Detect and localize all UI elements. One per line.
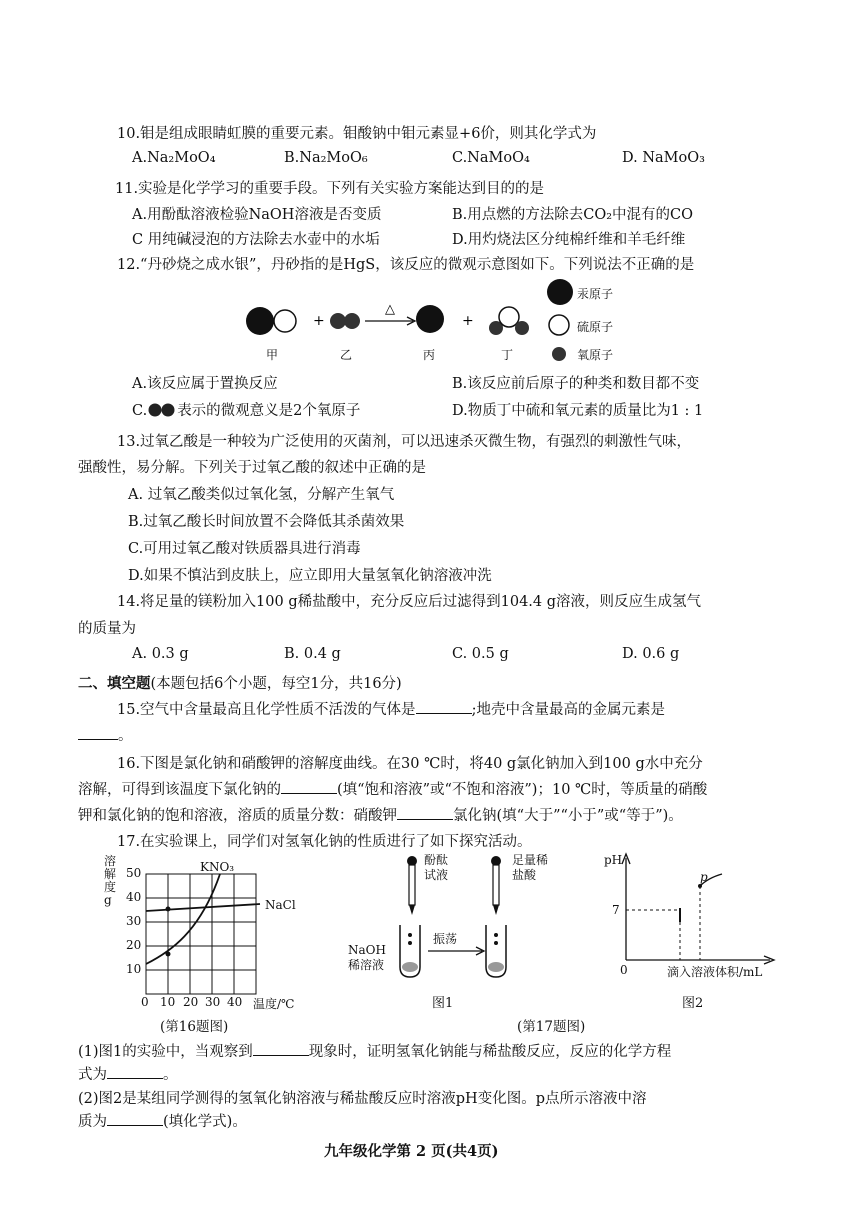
q13-stem-1: 13.过氧乙酸是一种较为广泛使用的灭菌剂，可以迅速杀灭微生物，有强烈的刺激性气味， (117, 434, 692, 450)
q14-option-d: D. 0.6 g (622, 646, 680, 662)
heat-symbol: △ (385, 302, 395, 317)
q16-line-2: 溶解，可得到该温度下氯化钠的 (填“饱和溶液”或“不饱和溶液”)；10 ℃时，等质量的硝酸 (78, 782, 708, 798)
fig17-caption: (第17题图) (517, 1019, 586, 1035)
q17-stem: 17.在实验课上，同学们对氢氧化钠的性质进行了如下探究活动。 (117, 834, 532, 850)
q14-option-b: B. 0.4 g (284, 646, 341, 662)
q10-option-c: C.NaMoO₄ (452, 150, 530, 166)
fig16-xtick-10: 10 (160, 995, 176, 1009)
oxygen-atom-icon (330, 313, 346, 329)
q16-blank-2[interactable] (397, 807, 453, 820)
q17-sub2-line-2: 质为 (填化学式)。 (78, 1114, 247, 1130)
legend-sulfur-label: 硫原子 (577, 320, 614, 334)
plus-sign-2: + (462, 313, 474, 329)
q14-stem-1: 14.将足量的镁粉加入100 g稀盐酸中，充分反应后过滤得到104.4 g溶液，则反应生成氢气 (117, 594, 702, 610)
fig16-ytick-40: 40 (126, 890, 142, 904)
fig17-reagent-1: 酚酞试液 (424, 853, 449, 882)
legend-oxygen-icon (552, 347, 566, 361)
oxygen-pair-icon (147, 403, 177, 417)
q12-option-a: A.该反应属于置换反应 (132, 376, 278, 392)
mercury-atom-icon (416, 305, 444, 333)
q17-sub1-line-1: (1)图1的实验中，当观察到 现象时，证明氢氧化钠能与稀盐酸反应，反应的化学方程 (78, 1044, 672, 1060)
fig16-xtick-0: 0 (141, 995, 149, 1009)
fig17-ph-chart (600, 850, 780, 970)
q15-line-1: 15.空气中含量最高且化学性质不活泼的气体是 ;地壳中含量最高的金属元素是 (117, 702, 665, 718)
q12-option-d: D.物质丁中硫和氧元素的质量比为1 : 1 (452, 403, 704, 419)
label-ding: 丁 (501, 348, 514, 362)
fig16-xtick-30: 30 (205, 995, 221, 1009)
q13-stem-2: 强酸性，易分解。下列关于过氧乙酸的叙述中正确的是 (78, 460, 426, 476)
q10-stem: 10.钼是组成眼睛虹膜的重要元素。钼酸钠中钼元素显+6价，则其化学式为 (117, 126, 597, 142)
kno3-curve (146, 874, 220, 964)
legend-oxygen-label: 氧原子 (577, 348, 614, 362)
q14-option-a: A. 0.3 g (132, 646, 189, 662)
fig17-tube-label: NaOH稀溶液 (348, 943, 386, 972)
oxygen-atom-icon (344, 313, 360, 329)
fig16-xtick-40: 40 (227, 995, 243, 1009)
q12-option-c: C. 表示的微观意义是2个氧原子 (132, 403, 361, 419)
q17-sub1-line-2: 式为 。 (78, 1067, 178, 1083)
q11-option-a: A.用酚酞溶液检验NaOH溶液是否变质 (132, 207, 382, 223)
fig17-test-tube-diagram (390, 855, 530, 985)
q12-stem: 12.“丹砂烧之成水银”，丹砂指的是HgS，该反应的微观示意图如下。下列说法不正确的是 (117, 257, 695, 273)
fig17-ph-7-label: 7 (612, 903, 620, 917)
q10-option-a: A.Na₂MoO₄ (132, 150, 216, 166)
q16-line-1: 16.下图是氯化钠和硝酸钾的溶解度曲线。在30 ℃时，将40 g氯化钠加入到100 g水中充分 (117, 756, 703, 772)
q17-sub2-line-1: (2)图2是某组同学测得的氢氧化钠溶液与稀盐酸反应时溶液pH变化图。p点所示溶液中溶 (78, 1091, 647, 1107)
page-footer: 九年级化学第 2 页(共4页) (324, 1143, 499, 1160)
q11-stem: 11.实验是化学学习的重要手段。下列有关实验方案能达到目的的是 (115, 181, 545, 197)
label-jia: 甲 (266, 348, 279, 362)
fig17-x-axis-label: 滴入溶液体积/mL (667, 965, 763, 979)
sulfur-atom-icon (499, 307, 519, 327)
q12-option-b: B.该反应前后原子的种类和数目都不变 (452, 376, 700, 392)
fig16-ytick-10: 10 (126, 962, 142, 976)
q14-stem-2: 的质量为 (78, 621, 136, 637)
q10-option-d: D. NaMoO₃ (622, 150, 705, 166)
q13-option-a: A. 过氧乙酸类似过氧化氢，分解产生氧气 (128, 487, 395, 503)
fig17-reagent-2: 足量稀盐酸 (512, 853, 549, 882)
q11-option-b: B.用点燃的方法除去CO₂中混有的CO (452, 207, 694, 223)
section-2-heading: 二、填空题(本题包括6个小题，每空1分，共16分) (78, 675, 402, 692)
q11-option-c: C 用纯碱浸泡的方法除去水壶中的水垢 (132, 232, 380, 248)
q13-option-c: C.可用过氧乙酸对铁质器具进行消毒 (128, 541, 361, 557)
mercury-atom-icon (246, 307, 274, 335)
fig16-ytick-20: 20 (126, 938, 142, 952)
fig16-xlabel: 温度/℃ (253, 997, 295, 1011)
legend-mercury-icon (547, 279, 573, 305)
legend-mercury-label: 汞原子 (577, 287, 614, 301)
sulfur-atom-icon (274, 310, 296, 332)
q17-blank-3[interactable] (107, 1113, 163, 1126)
plus-sign-1: + (313, 313, 325, 329)
q15-blank-2[interactable] (78, 727, 118, 740)
fig16-kno3-label: KNO₃ (200, 860, 235, 874)
q13-option-b: B.过氧乙酸长时间放置不会降低其杀菌效果 (128, 514, 405, 530)
fig17-origin-label: 0 (620, 963, 628, 977)
fig16-caption: (第16题图) (160, 1019, 229, 1035)
fig17-action-label: 振荡 (433, 932, 458, 946)
fig16-ytick-50: 50 (126, 866, 142, 880)
fig17-fig1-label: 图1 (432, 996, 454, 1011)
fig16-nacl-label: NaCl (265, 898, 296, 912)
q15-line-2: 。 (78, 724, 133, 745)
oxygen-atom-icon (515, 321, 529, 335)
label-bing: 丙 (423, 348, 436, 362)
q14-option-c: C. 0.5 g (452, 646, 509, 662)
q11-option-d: D.用灼烧法区分纯棉纤维和羊毛纤维 (452, 232, 686, 248)
fig16-ylabel: 溶解度g (104, 854, 117, 907)
q10-option-b: B.Na₂MoO₆ (284, 150, 368, 166)
q17-blank-1[interactable] (253, 1043, 309, 1056)
label-yi: 乙 (340, 348, 353, 362)
q15-blank-1[interactable] (416, 701, 472, 714)
legend-sulfur-icon (549, 315, 569, 335)
q16-blank-1[interactable] (281, 781, 337, 794)
fig17-p-label: p (700, 870, 708, 884)
fig17-ph-axis-label: pH (604, 853, 623, 867)
fig16-xtick-20: 20 (183, 995, 199, 1009)
q13-option-d: D.如果不慎沾到皮肤上，应立即用大量氢氧化钠溶液冲洗 (128, 568, 492, 584)
fig17-fig2-label: 图2 (682, 996, 704, 1011)
fig16-ytick-30: 30 (126, 914, 142, 928)
q17-blank-2[interactable] (107, 1066, 163, 1079)
q16-line-3: 钾和氯化钠的饱和溶液，溶质的质量分数：硝酸钾 氯化钠(填“大于”“小于”或“等于”)。 (78, 808, 683, 824)
